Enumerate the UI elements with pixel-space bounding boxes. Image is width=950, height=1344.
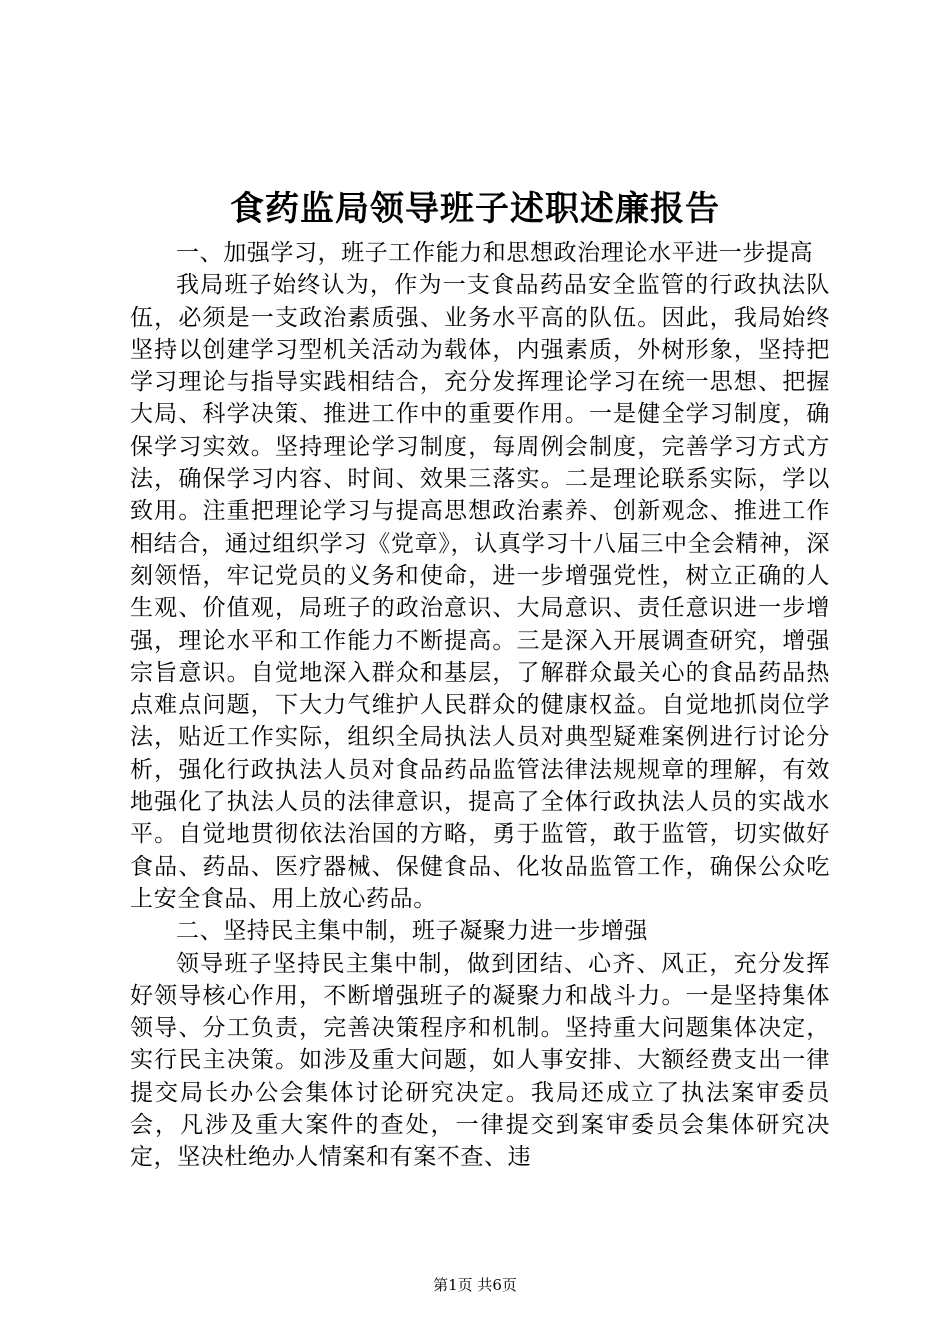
document-body	[130, 237, 830, 1174]
page-footer	[0, 1275, 950, 1295]
section-heading-1: 一、加强学习，班子工作能力和思想政治理论水平进一步提高	[176, 240, 814, 266]
section-heading-2: 二、坚持民主集中制，班子凝聚力进一步增强	[176, 918, 648, 945]
section-paragraph-2: 领导班子坚持民主集中制，做到团结、心齐、风正，充分发挥好领导核心作用，不断增强班子的凝聚力和战斗力。一是坚持集体领导、分工负责，完善决策程序和机制。坚持重大问题集体决定，实行民主决策。如涉及重大问题，如人事安排、大额经费支出一律提交局长办公会集体讨论研究决定。我局还成立了执法案审委员会，凡涉及重大案件的查处，一律提交到案审委员会集体研究决定，坚决杜绝办人情案和有案不查、违	[130, 950, 830, 1171]
section-paragraph-1: 我局班子始终认为，作为一支食品药品安全监管的行政执法队伍，必须是一支政治素质强、业务水平高的队伍。因此，我局始终坚持以创建学习型机关活动为载体，内强素质，外树形象，坚持把学习理论与指导实践相结合，充分发挥理论学习在统一思想、把握大局、科学决策、推进工作中的重要作用。一是健全学习制度，确保学习实效。坚持理论学习制度，每周例会制度，完善学习方式方法，确保学习内容、时间、效果三落实。二是理论联系实际，学以致用。注重把理论学习与提高思想政治素养、创新观念、推进工作相结合，通过组织学习《党章》，认真学习十八届三中全会精神，深刻领悟，牢记党员的义务和使命，进一步增强党性，树立正确的人生观、价值观，局班子的政治意识、大局意识、责任意识进一步增强，理论水平和工作能力不断提高。三是深入开展调查研究，增强宗旨意识。自觉地深入群众和基层，了解群众最关心的食品药品热点难点问题，下大力气维护人民群众的健康权益。自觉地抓岗位学法，贴近工作实际，组织全局执法人员对典型疑难案例进行讨论分析，强化行政执法人员对食品药品监管法律法规规章的理解，有效地强化了执法人员的法律意识，提高了全体行政执法人员的实战水平。自觉地贯彻依法治国的方略，勇于监管，敢于监管，切实做好食品、药品、医疗器械、保健食品、化妆品监管工作，确保公众吃上安全食品、用上放心药品。	[130, 272, 830, 912]
document-title: 食药监局领导班子述职述廉报告	[230, 189, 720, 229]
page-indicator: 第1页 共6页	[433, 1276, 517, 1294]
